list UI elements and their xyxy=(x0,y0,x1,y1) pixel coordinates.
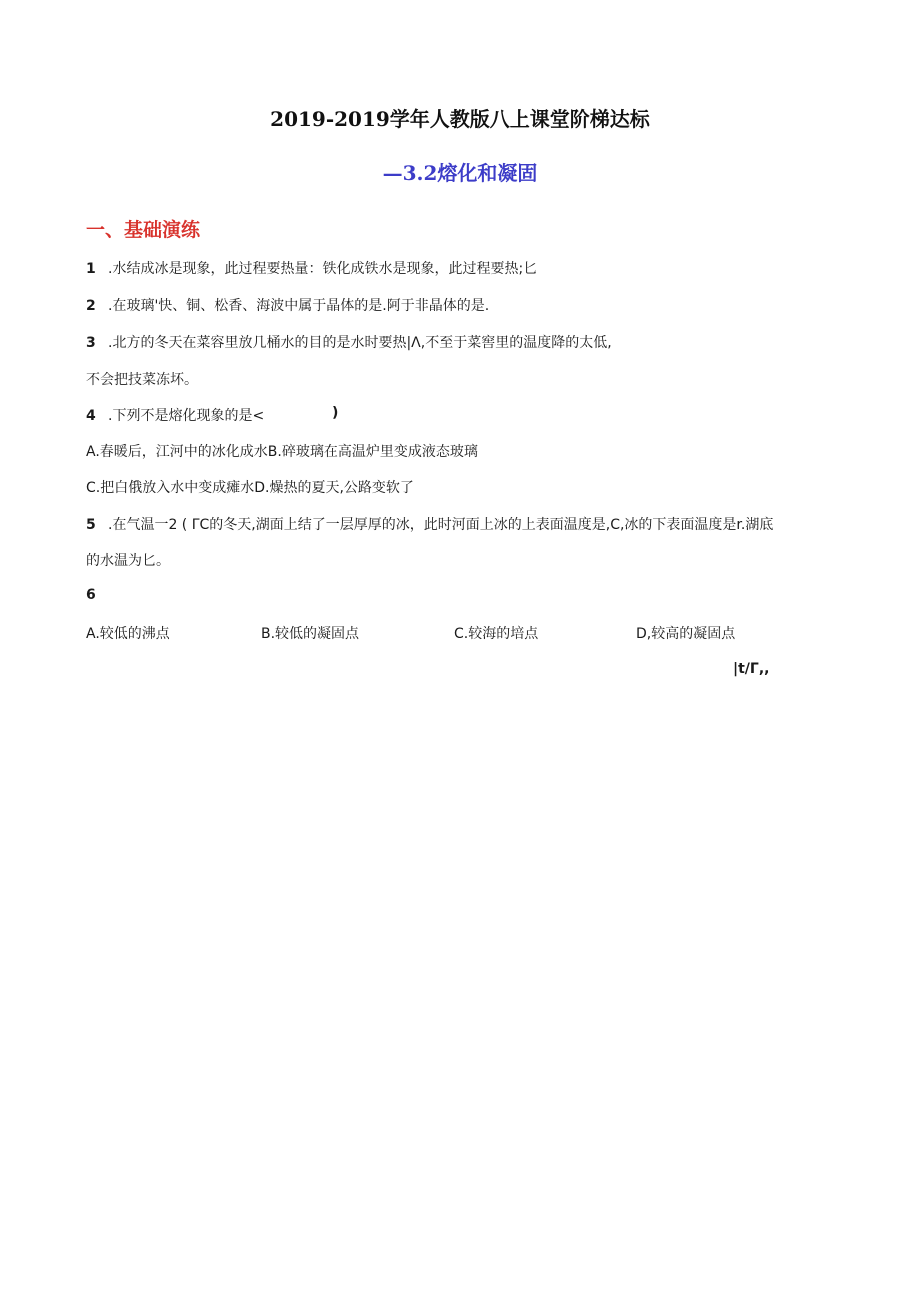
question-5-continued: 的水温为匕。 xyxy=(86,553,170,569)
question-4-options-ab: A.春暖后，江河中的冰化成水B.碎玻璃在高温炉里变成液态玻璃 xyxy=(86,444,478,460)
question-number: 2 xyxy=(86,298,96,314)
question-text: .在气温一2 ( ΓC的冬天,湖面上结了一层厚厚的冰，此时河面上冰的上表面温度是,C,冰的下表面温度是r.湖底 xyxy=(108,517,774,533)
question-6-number: 6 xyxy=(86,587,96,603)
option-b: B.较低的凝固点 xyxy=(261,626,360,642)
question-text: .在玻璃'快、铜、松香、海波中属于晶体的是.阿于非晶体的是. xyxy=(108,298,490,314)
question-number: 4 xyxy=(86,408,96,424)
question-4 xyxy=(86,405,264,425)
question-text: .下列不是熔化现象的是< xyxy=(108,408,265,424)
question-3 xyxy=(86,332,612,352)
answer-paren: ) xyxy=(332,405,339,421)
section-heading: 一、基础演练 xyxy=(86,219,201,241)
option-d: D,较高的凝固点 xyxy=(636,626,736,642)
option-c: C.较海的培点 xyxy=(454,626,539,642)
question-5 xyxy=(86,514,773,534)
question-3-continued: 不会把技菜冻坏。 xyxy=(86,372,198,388)
document-subtitle: —3.2熔化和凝固 xyxy=(382,161,538,185)
option-a: A.较低的沸点 xyxy=(86,626,170,642)
question-text: .北方的冬天在菜容里放几桶水的目的是水时要热|Λ,不至于菜窖里的温度降的太低, xyxy=(108,335,612,351)
question-number: 5 xyxy=(86,517,96,533)
question-4-options-cd: C.把白俄放入水中变成瘫水D.燥热的夏天,公路变软了 xyxy=(86,480,414,496)
question-number: 3 xyxy=(86,335,96,351)
question-2 xyxy=(86,295,489,315)
document-title: 2019-2019学年人教版八上课堂阶梯达标 xyxy=(270,107,650,131)
question-number: 1 xyxy=(86,261,96,277)
stray-mark: |t/Γ,, xyxy=(733,661,770,677)
question-text: .水结成冰是现象，此过程要热量：铁化成铁水是现象，此过程要热;匕 xyxy=(108,261,538,277)
question-1 xyxy=(86,258,537,278)
